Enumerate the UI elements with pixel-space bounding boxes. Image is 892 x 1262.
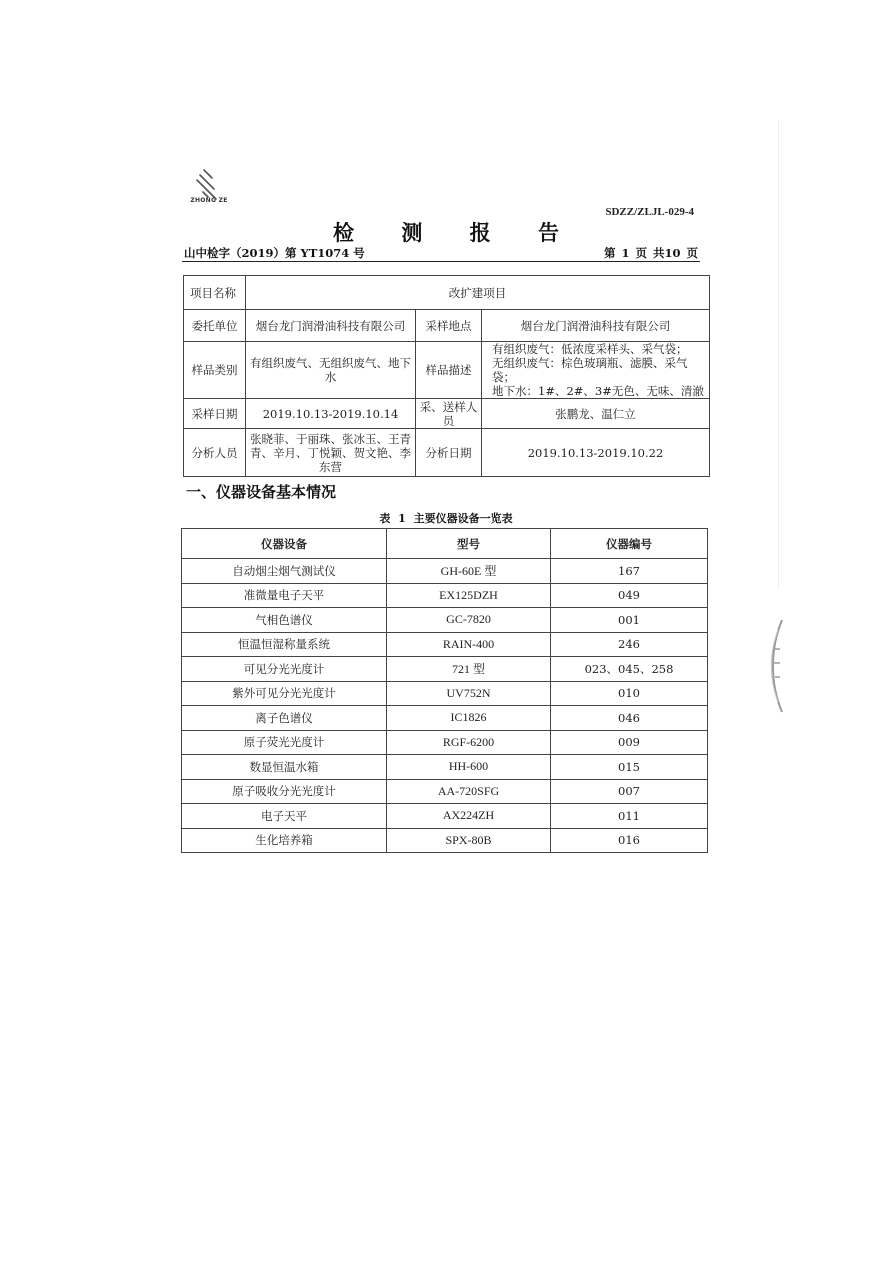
equipment-number: 167 — [551, 559, 708, 584]
analysis-date-label: 分析日期 — [416, 429, 482, 477]
client-label: 委托单位 — [184, 310, 246, 342]
report-info-table — [183, 275, 710, 477]
logo-text: ZHONG ZE — [190, 197, 228, 204]
column-header: 型号 — [387, 529, 551, 559]
equipment-model: 721 型 — [387, 657, 551, 682]
equipment-model: GC-7820 — [387, 608, 551, 633]
sample-desc-value — [482, 342, 710, 399]
page-indicator: 第 1 页 共10 页 — [603, 246, 698, 260]
equipment-model: RAIN-400 — [387, 632, 551, 657]
sampling-date-label: 采样日期 — [184, 399, 246, 429]
equipment-model: IC1826 — [387, 706, 551, 731]
equipment-name: 生化培养箱 — [182, 828, 387, 853]
analysis-date-value: 2019.10.13-2019.10.22 — [482, 429, 710, 477]
equipment-name: 准微量电子天平 — [182, 583, 387, 608]
equipment-name: 离子色谱仪 — [182, 706, 387, 731]
project-name-value: 改扩建项目 — [246, 276, 710, 310]
sampling-date-value: 2019.10.13-2019.10.14 — [246, 399, 416, 429]
equipment-table — [181, 528, 708, 853]
equipment-name: 原子荧光光度计 — [182, 730, 387, 755]
equipment-number: 023、045、258 — [551, 657, 708, 682]
equipment-name: 气相色谱仪 — [182, 608, 387, 633]
equipment-number: 011 — [551, 804, 708, 829]
sampler-label: 采、送样人员 — [416, 399, 482, 429]
table-row — [182, 583, 708, 608]
table-row — [184, 429, 710, 477]
equipment-model: RGF-6200 — [387, 730, 551, 755]
column-header: 仪器设备 — [182, 529, 387, 559]
equipment-model: EX125DZH — [387, 583, 551, 608]
table-row — [182, 828, 708, 853]
page-title: 检 测 报 告 — [333, 220, 579, 245]
table-row — [182, 608, 708, 633]
equipment-model: SPX-80B — [387, 828, 551, 853]
document-code: SDZZ/ZLJL-029-4 — [605, 206, 694, 218]
equipment-name: 电子天平 — [182, 804, 387, 829]
table-row — [182, 779, 708, 804]
header-divider — [182, 261, 700, 262]
equipment-number: 015 — [551, 755, 708, 780]
table-row — [184, 342, 710, 399]
table-row — [182, 730, 708, 755]
table-row — [182, 681, 708, 706]
equipment-number: 009 — [551, 730, 708, 755]
table-caption: 表 1 主要仪器设备一览表 — [379, 512, 513, 525]
partial-stamp-icon — [764, 618, 784, 714]
sample-desc-line: 无组织废气：棕色玻璃瓶、滤膜、采气袋； — [492, 356, 688, 384]
table-row — [182, 755, 708, 780]
sample-desc-label: 样品描述 — [416, 342, 482, 399]
sample-type-label: 样品类别 — [184, 342, 246, 399]
analyst-value: 张晓菲、于丽珠、张冰玉、王青青、辛月、丁悦颖、贺文艳、李东营 — [246, 429, 416, 477]
site-label: 采样地点 — [416, 310, 482, 342]
project-name-label: 项目名称 — [184, 276, 246, 310]
scan-edge-line — [778, 120, 779, 590]
sample-desc-line: 地下水：1#、2#、3#无色、无味、清澈 — [492, 384, 704, 398]
report-number: 山中检字（2019）第 YT1074 号 — [184, 246, 365, 260]
equipment-number: 001 — [551, 608, 708, 633]
site-value: 烟台龙门润滑油科技有限公司 — [482, 310, 710, 342]
equipment-number: 007 — [551, 779, 708, 804]
table-row — [184, 310, 710, 342]
table-row — [182, 559, 708, 584]
table-row — [182, 804, 708, 829]
equipment-name: 可见分光光度计 — [182, 657, 387, 682]
equipment-table-body — [182, 559, 708, 853]
equipment-number: 246 — [551, 632, 708, 657]
table-header-row — [182, 529, 708, 559]
table-row — [182, 657, 708, 682]
equipment-name: 自动烟尘烟气测试仪 — [182, 559, 387, 584]
sample-type-value: 有组织废气、无组织废气、地下水 — [246, 342, 416, 399]
client-value: 烟台龙门润滑油科技有限公司 — [246, 310, 416, 342]
equipment-model: AX224ZH — [387, 804, 551, 829]
equipment-model: HH-600 — [387, 755, 551, 780]
section-heading: 一、仪器设备基本情况 — [186, 483, 337, 501]
equipment-name: 紫外可见分光光度计 — [182, 681, 387, 706]
equipment-number: 016 — [551, 828, 708, 853]
table-row — [182, 706, 708, 731]
equipment-name: 数显恒温水箱 — [182, 755, 387, 780]
column-header: 仪器编号 — [551, 529, 708, 559]
table-row — [182, 632, 708, 657]
table-row — [184, 276, 710, 310]
analyst-label: 分析人员 — [184, 429, 246, 477]
equipment-number: 046 — [551, 706, 708, 731]
equipment-number: 049 — [551, 583, 708, 608]
equipment-model: UV752N — [387, 681, 551, 706]
table-row — [184, 399, 710, 429]
equipment-model: GH-60E 型 — [387, 559, 551, 584]
sample-desc-line: 有组织废气：低浓度采样头、采气袋； — [492, 342, 688, 356]
equipment-model: AA-720SFG — [387, 779, 551, 804]
equipment-number: 010 — [551, 681, 708, 706]
equipment-name: 恒温恒湿称量系统 — [182, 632, 387, 657]
equipment-name: 原子吸收分光光度计 — [182, 779, 387, 804]
sampler-value: 张鹏龙、温仁立 — [482, 399, 710, 429]
